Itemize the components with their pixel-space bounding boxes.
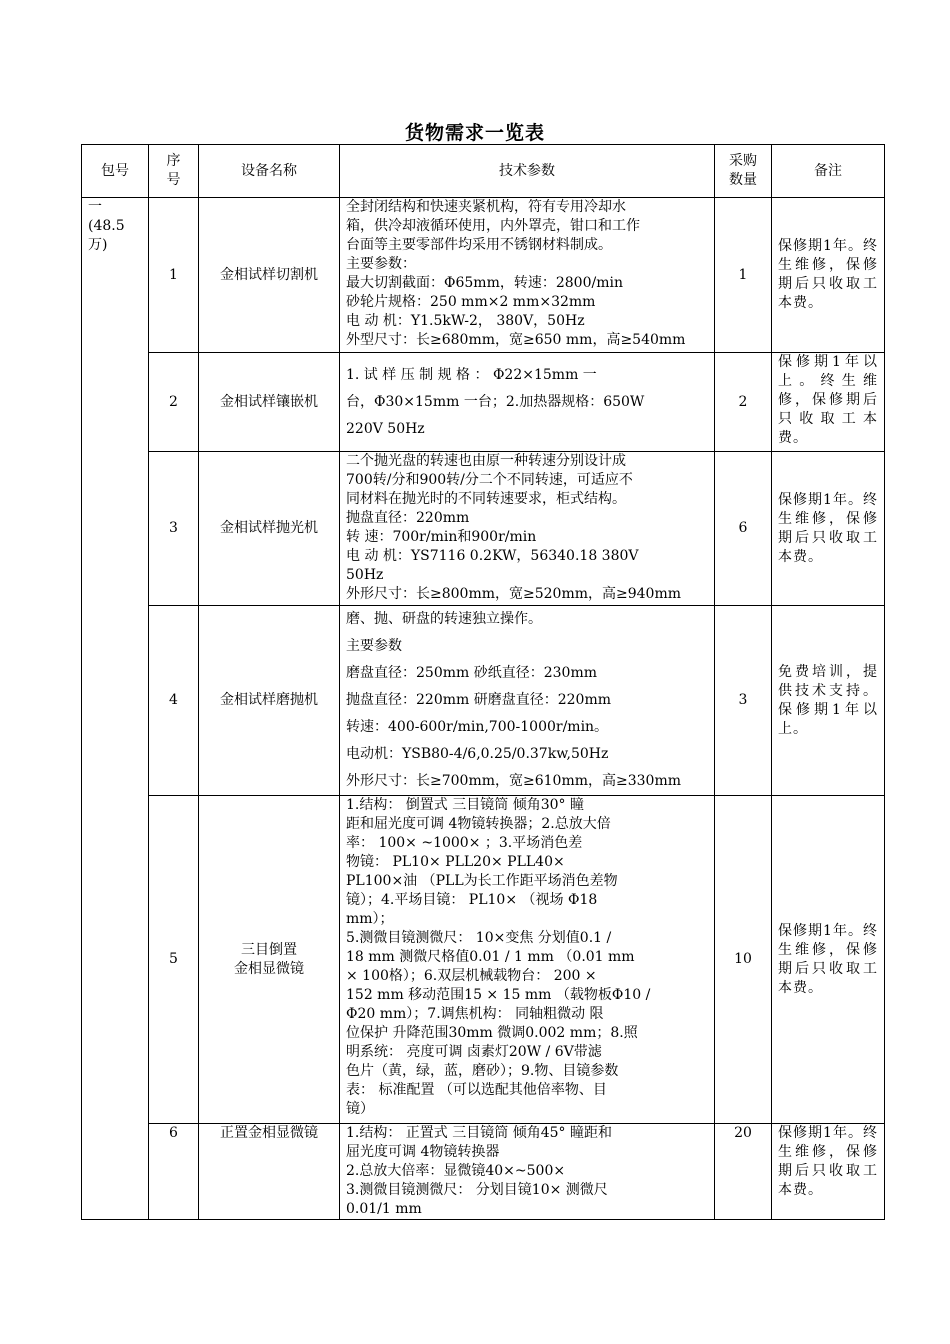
header-seq: 序 号: [149, 145, 199, 198]
equipment-name-cell: 正置金相显微镜: [199, 1124, 340, 1220]
remarks-cell: 免费培训，提供技术支持。保修期1年以上。: [772, 606, 885, 796]
equipment-name-cell: 金相试样磨抛机: [199, 606, 340, 796]
header-package: 包号: [82, 145, 149, 198]
seq-cell: 4: [149, 606, 199, 796]
spec-cell: 全封闭结构和快速夹紧机构，符有专用冷却水 箱，供冷却液循环使用，内外罩壳，钳口和工作 台面等主要零部件均采用不锈钢材料制成。 主要参数： 最大切割截面：Φ65mm，转速：2800/min 砂轮片规格：250 mm×2 mm×32mm 电 动 机：Y1.5kW-2， 380V，50Hz 外型尺寸：长≥680mm，宽≥650 mm，高≥540mm: [340, 198, 715, 353]
remarks-cell: 保修期1年以上。终生维修，保修期后只收取工本费。: [772, 353, 885, 452]
page-title: 货物需求一览表: [404, 122, 545, 144]
table-row: [82, 452, 885, 606]
requirements-table: [81, 144, 885, 1220]
table-row: [82, 1124, 885, 1220]
quantity-cell: 6: [715, 452, 772, 606]
remarks-cell: 保修期1年。终生维修，保修期后只收取工本费。: [772, 198, 885, 353]
table-header-row: [82, 145, 885, 198]
table-row: [82, 198, 885, 353]
spec-cell: 1.结构： 正置式 三目镜筒 倾角45° 瞳距和 屈光度可调 4物镜转换器 2.总放大倍率：显微镜40×~500× 3.测微目镜测微尺： 分划目镜10× 测微尺 0.01/1 mm: [340, 1124, 715, 1220]
quantity-cell: 3: [715, 606, 772, 796]
header-quantity: 采购 数量: [715, 145, 772, 198]
seq-cell: 1: [149, 198, 199, 353]
equipment-name-cell: 金相试样切割机: [199, 198, 340, 353]
spec-cell: 二个抛光盘的转速也由原一种转速分别设计成 700转/分和900转/分二个不同转速，可适应不 同材料在抛光时的不同转速要求，柜式结构。 抛盘直径：220mm 转 速：700r/min和900r/min 电 动 机：YS7116 0.2KW，56340.18 380V 50Hz 外形尺寸：长≥800mm，宽≥520mm，高≥940mm: [340, 452, 715, 606]
spec-cell: 1.结构： 倒置式 三目镜筒 倾角30° 瞳 距和屈光度可调 4物镜转换器；2.总放大倍 率： 100× ~1000× ；3.平场消色差 物镜： PL10× PLL20× PLL40× PL100×油 （PLL为长工作距平场消色差物 镜）；4.平场目镜： PL10× （视场 Φ18 mm）； 5.测微目镜测微尺： 10×变焦 分划值0.1 / 18 mm 测微尺格值0.01 / 1 mm （0.01 mm × 100格）；6.双层机械载物台： 200 × 152 mm 移动范围15 × 15 mm （载物板Φ10 / Φ20 mm）；7.调焦机构： 同轴粗微动 限 位保护 升降范围30mm 微调0.002 mm；8.照 明系统： 亮度可调 卤素灯20W / 6V带滤 色片（黄，绿，蓝，磨砂）；9.物、目镜参数 表： 标准配置 （可以选配其他倍率物、目 镜）: [340, 796, 715, 1124]
quantity-cell: 2: [715, 353, 772, 452]
seq-cell: 3: [149, 452, 199, 606]
equipment-name-cell: 金相试样镶嵌机: [199, 353, 340, 452]
seq-cell: 6: [149, 1124, 199, 1220]
header-tech-params: 技术参数: [340, 145, 715, 198]
header-equipment-name: 设备名称: [199, 145, 340, 198]
quantity-cell: 1: [715, 198, 772, 353]
table-row: [82, 353, 885, 452]
header-remarks: 备注: [772, 145, 885, 198]
spec-cell: 磨、抛、研盘的转速独立操作。 主要参数 磨盘直径：250mm 砂纸直径：230mm 抛盘直径：220mm 研磨盘直径：220mm 转速：400-600r/min,700-1000r/min。 电动机：YSB80-4/6,0.25/0.37kw,50Hz 外形尺寸：长≥700mm，宽≥610mm，高≥330mm: [340, 606, 715, 796]
package-cell: 一 (48.5 万): [82, 198, 149, 1220]
quantity-cell: 20: [715, 1124, 772, 1220]
remarks-cell: 保修期1年。终生维修，保修期后只收取工本费。: [772, 796, 885, 1124]
seq-cell: 5: [149, 796, 199, 1124]
remarks-cell: 保修期1年。终生维修，保修期后只收取工本费。: [772, 1124, 885, 1220]
table-row: [82, 606, 885, 796]
spec-cell: 1. 试 样 压 制 规 格 ： Φ22×15mm 一 台，Φ30×15mm 一台；2.加热器规格：650W 220V 50Hz: [340, 353, 715, 452]
quantity-cell: 10: [715, 796, 772, 1124]
equipment-name-cell: 金相试样抛光机: [199, 452, 340, 606]
table-row: [82, 796, 885, 1124]
seq-cell: 2: [149, 353, 199, 452]
remarks-cell: 保修期1年。终生维修，保修期后只收取工本费。: [772, 452, 885, 606]
equipment-name-cell: 三目倒置 金相显微镜: [199, 796, 340, 1124]
